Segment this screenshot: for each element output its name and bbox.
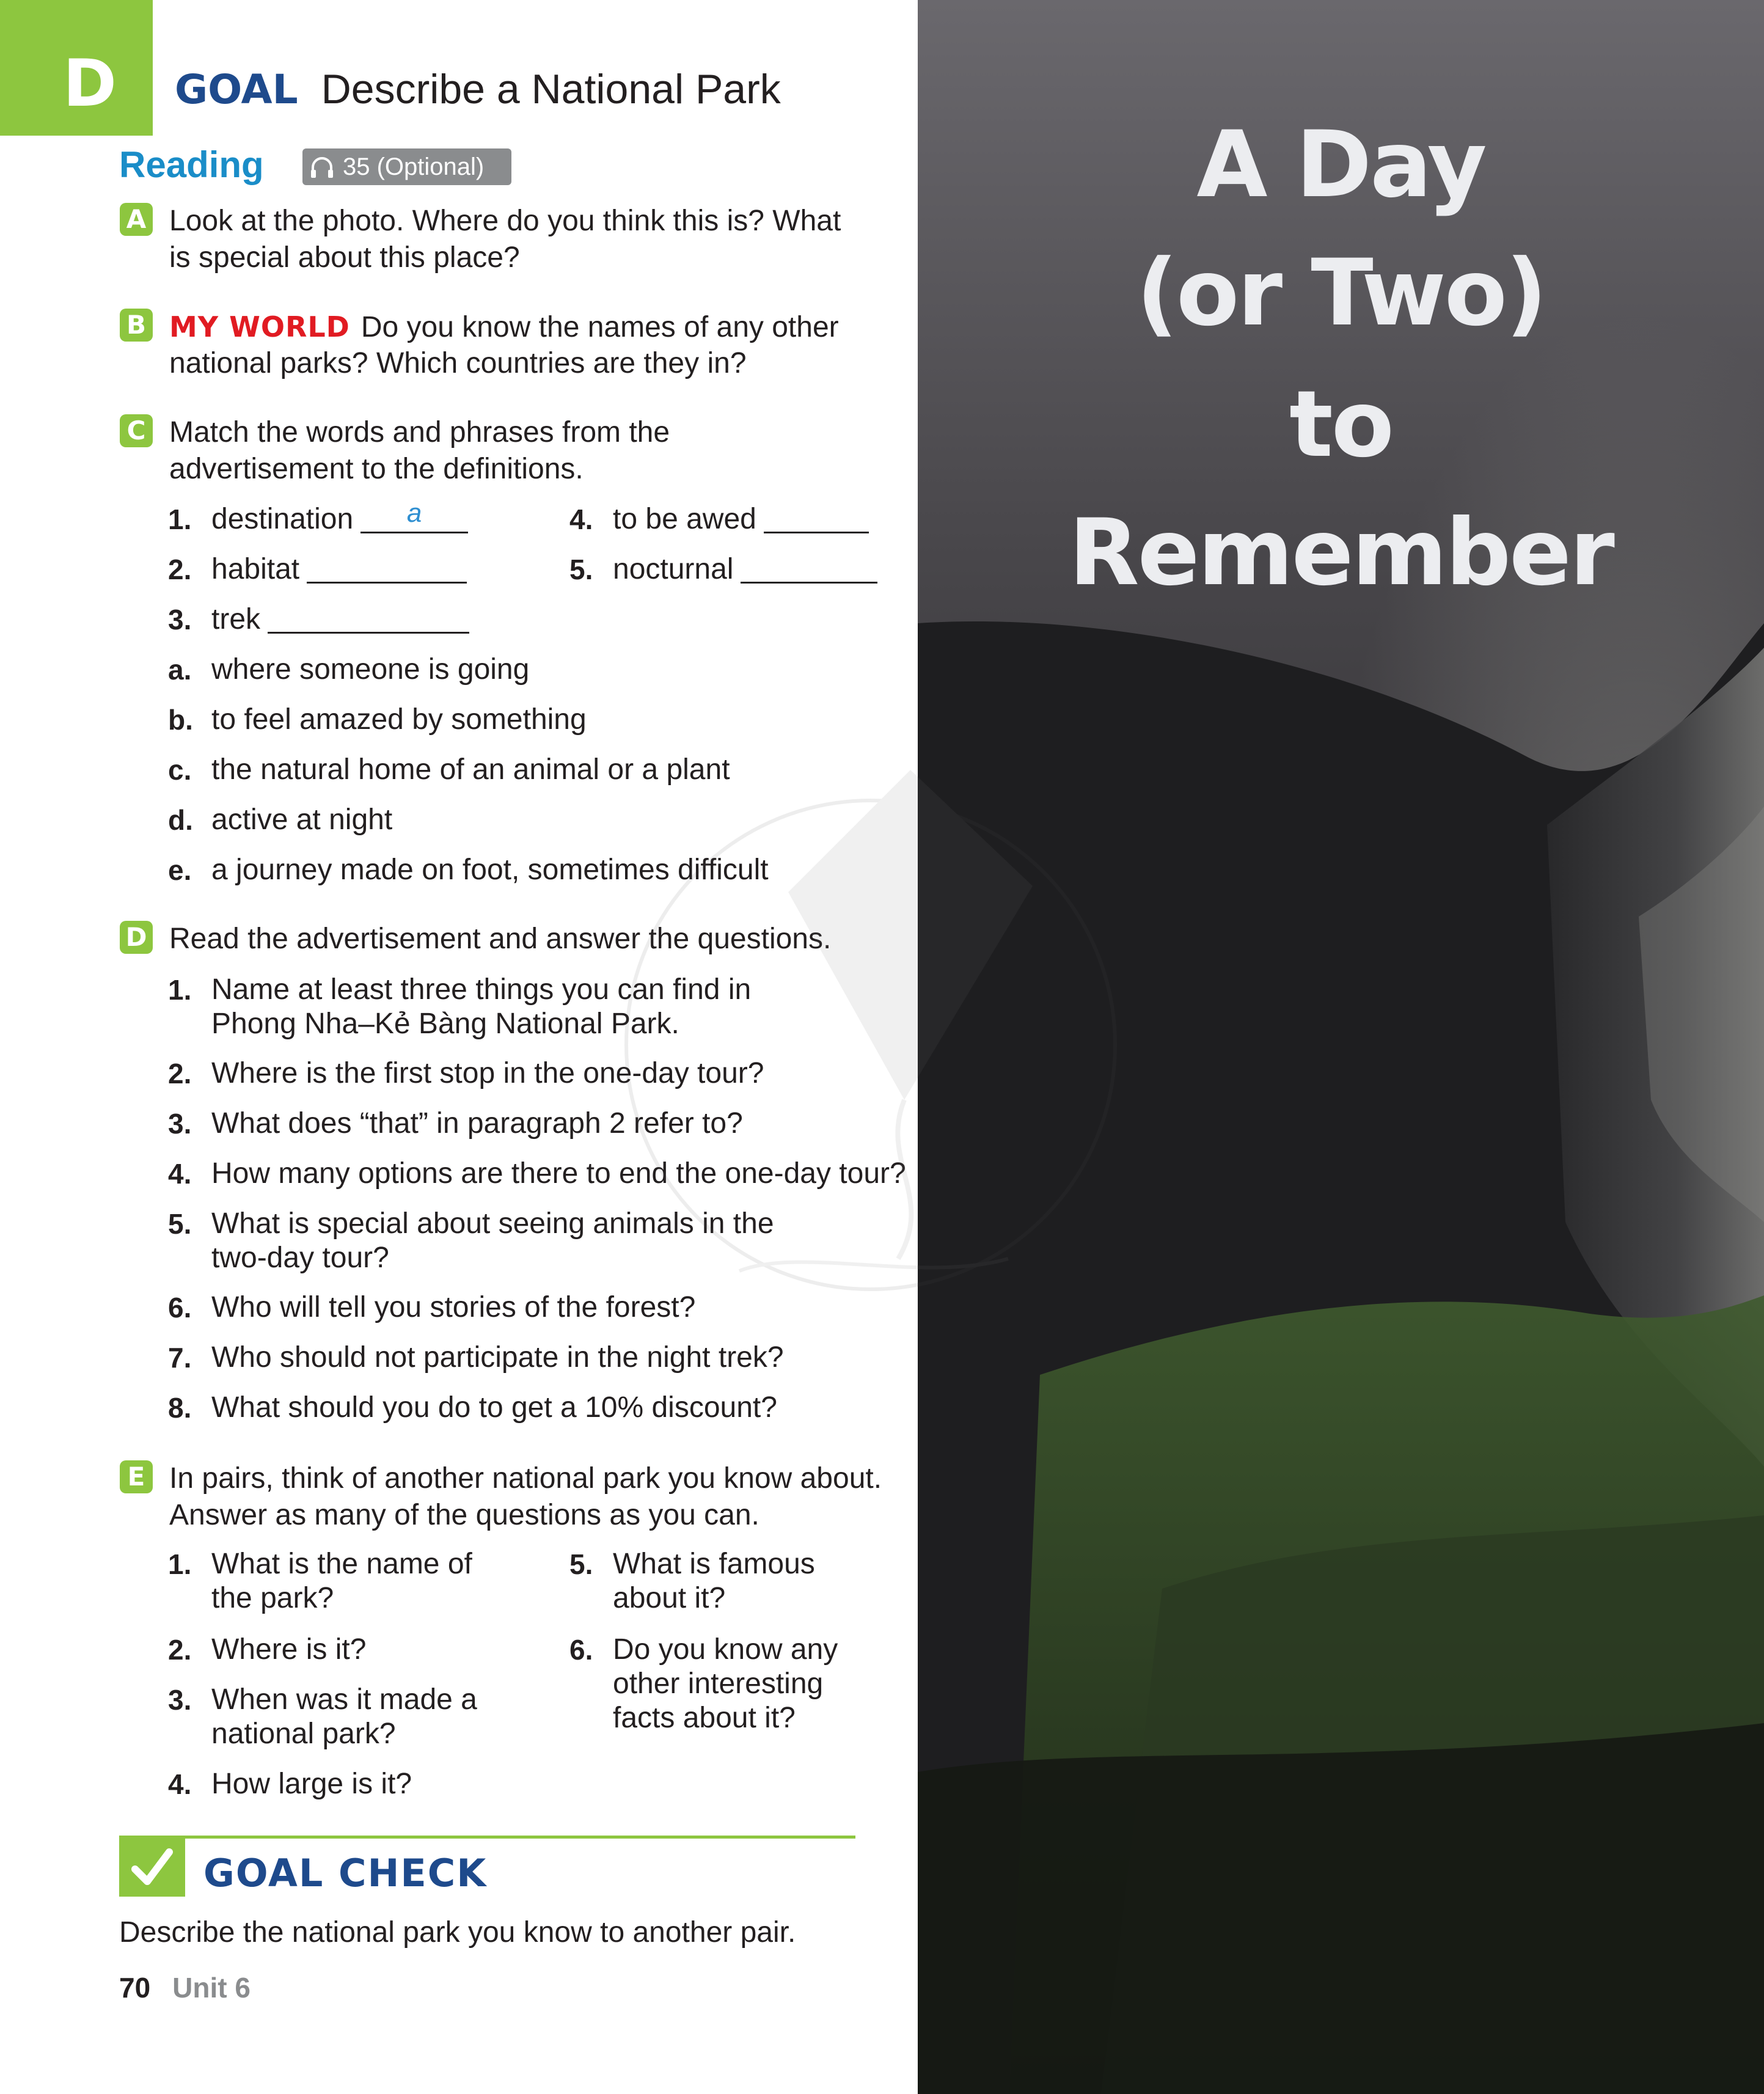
question-line: What should you do to get a 10% discount? (211, 1391, 777, 1424)
question-number: 4. (168, 1768, 192, 1800)
question-number: 3. (168, 1108, 192, 1140)
word-number: 5. (569, 554, 593, 585)
photo-title-line4: Remember (1069, 500, 1613, 606)
definition-text: where someone is going (211, 653, 530, 686)
question-line: When was it made a (211, 1683, 477, 1716)
activity-b-line1 (169, 309, 839, 346)
question-line: national park? (211, 1718, 396, 1750)
definition-letter: d. (168, 804, 193, 836)
activity-c-marker: C (120, 414, 153, 447)
match-word (613, 502, 869, 536)
question-line: Phong Nha–Kẻ Bàng National Park. (211, 1008, 679, 1040)
answer-blank[interactable] (307, 555, 467, 584)
question-number: 3. (168, 1684, 192, 1716)
activity-c-line2: advertisement to the definitions. (169, 453, 584, 485)
match-word-text: trek (211, 603, 261, 635)
audio-track-label: 35 (Optional) (343, 153, 485, 180)
question-line: What is the name of (211, 1548, 472, 1580)
definition-text: the natural home of an animal or a plant (211, 753, 730, 786)
question-number: 5. (168, 1208, 192, 1240)
activity-d-text: Read the advertisement and answer the questions. (169, 923, 832, 955)
match-word-text: destination (211, 503, 354, 535)
definition-text: to feel amazed by something (211, 703, 587, 736)
definition-letter: e. (168, 854, 192, 886)
question-number: 4. (168, 1158, 192, 1190)
activity-e-marker: E (120, 1460, 153, 1493)
question-number: 6. (569, 1634, 593, 1666)
definition-letter: a. (168, 654, 192, 686)
match-word (211, 602, 469, 637)
answer-text: a (406, 498, 422, 528)
question-line: How many options are there to end the one-day tour? (211, 1157, 906, 1190)
activity-c-line1: Match the words and phrases from the (169, 416, 670, 448)
question-line: Where is it? (211, 1633, 367, 1666)
photo-title-line3: to (1289, 372, 1393, 478)
activity-e-line2: Answer as many of the questions as you can. (169, 1499, 759, 1531)
question-number: 2. (168, 1634, 192, 1666)
question-line: How large is it? (211, 1768, 412, 1800)
match-word (211, 552, 467, 587)
answer-blank[interactable] (764, 505, 869, 533)
photo-title-line2: (or Two) (1136, 240, 1546, 346)
reading-label: Reading (119, 144, 264, 185)
question-number: 1. (168, 974, 192, 1006)
match-word (613, 552, 877, 587)
question-line: What is famous (613, 1548, 815, 1580)
definition-text: active at night (211, 804, 393, 836)
audio-track-badge[interactable] (302, 148, 511, 185)
word-number: 3. (168, 604, 192, 635)
question-line: What is special about seeing animals in the (211, 1207, 774, 1240)
word-number: 4. (569, 503, 593, 535)
activity-d-marker: D (120, 921, 153, 954)
section-letter: D (63, 46, 117, 121)
goal-check-title: GOAL CHECK (203, 1851, 488, 1895)
answer-blank[interactable] (360, 498, 468, 533)
my-world-tag: MY WORLD (169, 310, 350, 343)
goal-check-text: Describe the national park you know to another pair. (119, 1916, 796, 1949)
question-line: other interesting (613, 1668, 824, 1700)
cave-photo (918, 0, 1764, 2094)
question-line: Do you know any (613, 1633, 838, 1666)
question-line: facts about it? (613, 1702, 796, 1734)
question-line: Who should not participate in the night trek? (211, 1341, 784, 1374)
question-number: 8. (168, 1392, 192, 1424)
question-line: Where is the first stop in the one-day tour? (211, 1057, 764, 1089)
goal-label: GOAL (175, 66, 298, 113)
photo-title-line1: A Day (1196, 112, 1485, 218)
word-number: 1. (168, 503, 192, 535)
match-word-text: to be awed (613, 503, 756, 535)
question-number: 6. (168, 1292, 192, 1323)
activity-e-line1: In pairs, think of another national park you know about. (169, 1462, 882, 1495)
question-number: 2. (168, 1058, 192, 1089)
goal-check-rule (119, 1836, 855, 1839)
definition-letter: c. (168, 754, 192, 786)
question-number: 1. (168, 1548, 192, 1580)
question-line: Who will tell you stories of the forest? (211, 1291, 696, 1323)
question-line: two-day tour? (211, 1242, 389, 1274)
goal-title: Describe a National Park (321, 66, 781, 112)
question-line: about it? (613, 1582, 726, 1614)
activity-b-marker: B (120, 309, 153, 342)
goal-check-badge (119, 1839, 185, 1897)
page-number: 70 (119, 1972, 151, 2004)
match-word-text: habitat (211, 553, 300, 585)
checkmark-icon (130, 1846, 174, 1890)
question-line: Name at least three things you can find in (211, 973, 752, 1006)
activity-b-text: Do you know the names of any other (360, 311, 839, 343)
question-number: 7. (168, 1342, 192, 1374)
question-line: What does “that” in paragraph 2 refer to? (211, 1107, 743, 1140)
answer-blank[interactable] (741, 555, 877, 584)
section-badge (0, 0, 153, 136)
activity-a-line2: is special about this place? (169, 241, 520, 274)
question-number: 5. (569, 1548, 593, 1580)
goal-heading (175, 66, 781, 113)
question-line: the park? (211, 1582, 334, 1614)
unit-label: Unit 6 (172, 1972, 251, 2004)
activity-a-line1: Look at the photo. Where do you think this is? What (169, 205, 841, 237)
activity-b-line2: national parks? Which countries are they in? (169, 347, 747, 379)
page-footer (119, 1974, 251, 2002)
headphones-icon (310, 155, 334, 180)
activity-a-marker: A (120, 203, 153, 236)
match-word (211, 498, 468, 536)
definition-letter: b. (168, 704, 193, 736)
definition-text: a journey made on foot, sometimes difficult (211, 854, 769, 886)
answer-blank[interactable] (268, 605, 469, 634)
word-number: 2. (168, 554, 192, 585)
match-word-text: nocturnal (613, 553, 734, 585)
